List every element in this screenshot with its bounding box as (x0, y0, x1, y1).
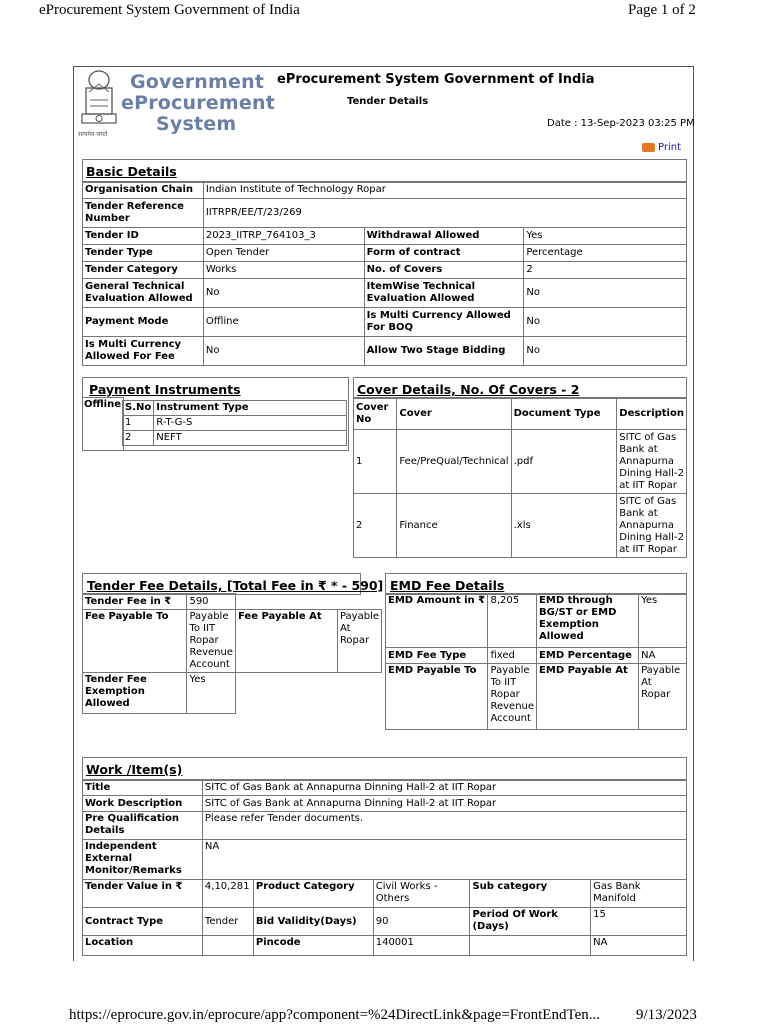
value-contract-type: Tender (202, 908, 253, 936)
label-emd-payable-at: EMD Payable At (537, 664, 639, 730)
col-description: Description (617, 398, 687, 430)
col-cover-no: Cover No (354, 398, 397, 430)
value-independent-monitor: NA (202, 840, 686, 880)
col-instrument-type: Instrument Type (154, 401, 347, 416)
row-instrument: R-T-G-S (154, 416, 347, 431)
value-itemwise-technical-eval: No (524, 279, 687, 308)
payment-instruments-heading: Payment Instruments (89, 382, 241, 397)
value-emd-amount: 8,205 (488, 594, 537, 648)
tender-fee-heading: Tender Fee Details, [Total Fee in ₹ * - 590] (87, 578, 384, 593)
page-subtitle: Tender Details (347, 96, 429, 107)
label-multi-currency-boq: Is Multi Currency Allowed For BOQ (364, 308, 524, 337)
value-last-cell: NA (591, 936, 687, 956)
value-no-of-covers: 2 (524, 262, 687, 279)
value-work-description: SITC of Gas Bank at Annapurna Dinning Hall-2 at IIT Ropar (202, 796, 686, 812)
col-document-type: Document Type (511, 398, 617, 430)
value-organisation-chain: Indian Institute of Technology Ropar (203, 182, 686, 199)
pdf-footer-url[interactable]: https://eprocure.gov.in/eprocure/app?component=%24DirectLink&page=FrontEndTen... (69, 1007, 600, 1023)
cover-name: Finance (397, 494, 511, 558)
label-withdrawal-allowed: Withdrawal Allowed (364, 228, 524, 245)
value-tender-reference: IITRPR/EE/T/23/269 (203, 199, 686, 228)
table-row (354, 430, 687, 494)
table-row (123, 416, 347, 431)
value-emd-payable-at: Payable At Ropar (639, 664, 687, 730)
value-fee-payable-to: Payable To IIT Ropar Revenue Account (187, 610, 236, 673)
pdf-header-title: eProcurement System Government of India (39, 2, 300, 18)
value-tender-fee: 590 (187, 594, 236, 610)
value-payment-mode: Offline (203, 308, 364, 337)
cover-description: SITC of Gas Bank at Annapurna Dining Hall-2 at IIT Ropar (617, 430, 687, 494)
label-tender-id: Tender ID (83, 228, 204, 245)
label-no-of-covers: No. of Covers (364, 262, 524, 279)
cover-doc-type: .xls (511, 494, 617, 558)
row-sno: 1 (123, 416, 154, 431)
label-payment-mode: Payment Mode (83, 308, 204, 337)
logo-text-eprocurement: eProcurement (121, 92, 275, 114)
label-contract-type: Contract Type (83, 908, 203, 936)
value-two-stage-bidding: No (524, 337, 687, 366)
label-period-of-work: Period Of Work (Days) (470, 908, 591, 936)
value-tender-id: 2023_IITRP_764103_3 (203, 228, 364, 245)
work-items-table (82, 779, 687, 956)
label-fee-payable-to: Fee Payable To (83, 610, 187, 673)
cover-no: 2 (354, 494, 397, 558)
label-two-stage-bidding: Allow Two Stage Bidding (364, 337, 524, 366)
value-multi-currency-fee: No (203, 337, 364, 366)
label-general-technical-eval: General Technical Evaluation Allowed (83, 279, 204, 308)
value-product-category: Civil Works - Others (373, 880, 470, 908)
basic-details-table (82, 181, 687, 366)
col-cover: Cover (397, 398, 511, 430)
label-tender-fee: Tender Fee in ₹ (83, 594, 187, 610)
cover-no: 1 (354, 430, 397, 494)
row-sno: 2 (123, 431, 154, 446)
logo-text-system: System (156, 113, 237, 135)
label-organisation-chain: Organisation Chain (83, 182, 204, 199)
label-bid-validity: Bid Validity(Days) (253, 908, 373, 936)
label-tender-category: Tender Category (83, 262, 204, 279)
report-date: Date : 13-Sep-2023 03:25 PM (547, 118, 695, 129)
label-emd-amount: EMD Amount in ₹ (386, 594, 488, 648)
work-items-heading: Work /Item(s) (86, 762, 183, 777)
cover-details-heading: Cover Details, No. Of Covers - 2 (357, 382, 580, 397)
pdf-footer-date: 9/13/2023 (636, 1007, 697, 1023)
value-tender-type: Open Tender (203, 245, 364, 262)
label-itemwise-technical-eval: ItemWise Technical Evaluation Allowed (364, 279, 524, 308)
table-row (354, 494, 687, 558)
value-location (202, 936, 253, 956)
value-multi-currency-boq: No (524, 308, 687, 337)
value-emd-percentage: NA (639, 648, 687, 664)
value-pre-qualification: Please refer Tender documents. (202, 812, 686, 840)
value-emd-fee-type: fixed (488, 648, 537, 664)
label-independent-monitor: Independent External Monitor/Remarks (83, 840, 203, 880)
page-title: eProcurement System Government of India (277, 72, 595, 87)
payment-mode-value: Offline (84, 399, 121, 410)
emd-fee-heading: EMD Fee Details (390, 578, 505, 593)
value-period-of-work: 15 (591, 908, 687, 936)
label-location: Location (83, 936, 203, 956)
value-bid-validity: 90 (373, 908, 470, 936)
value-tender-value: 4,10,281 (202, 880, 253, 908)
table-row (123, 431, 347, 446)
label-product-category: Product Category (253, 880, 373, 908)
label-pincode: Pincode (253, 936, 373, 956)
row-instrument: NEFT (154, 431, 347, 446)
emblem-caption: सत्यमेव जयते (78, 131, 108, 138)
print-label: Print (658, 142, 682, 153)
label-form-of-contract: Form of contract (364, 245, 524, 262)
tender-fee-table (82, 593, 382, 714)
label-tender-fee-exemption: Tender Fee Exemption Allowed (83, 673, 187, 714)
value-general-technical-eval: No (203, 279, 364, 308)
value-withdrawal-allowed: Yes (524, 228, 687, 245)
printer-icon (642, 143, 655, 152)
label-tender-type: Tender Type (83, 245, 204, 262)
label-title: Title (83, 780, 203, 796)
cover-details-table (353, 397, 687, 558)
label-fee-payable-at: Fee Payable At (236, 610, 338, 673)
pdf-page-number: Page 1 of 2 (628, 2, 696, 18)
label-emd-payable-to: EMD Payable To (386, 664, 488, 730)
cover-description: SITC of Gas Bank at Annapurna Dining Hall-2 at IIT Ropar (617, 494, 687, 558)
value-emd-bg-exemption: Yes (639, 594, 687, 648)
national-emblem-icon (77, 68, 121, 138)
cover-name: Fee/PreQual/Technical (397, 430, 511, 494)
value-emd-payable-to: Payable To IIT Ropar Revenue Account (488, 664, 537, 730)
value-form-of-contract: Percentage (524, 245, 687, 262)
value-pincode: 140001 (373, 936, 470, 956)
label-tender-value: Tender Value in ₹ (83, 880, 203, 908)
value-fee-payable-at: Payable At Ropar (337, 610, 381, 673)
payment-instruments-table (122, 400, 347, 446)
cover-doc-type: .pdf (511, 430, 617, 494)
label-sub-category: Sub category (470, 880, 591, 908)
print-button[interactable] (642, 142, 681, 153)
logo-text-government: Government (130, 71, 265, 93)
label-emd-fee-type: EMD Fee Type (386, 648, 488, 664)
value-empty-cell (470, 936, 591, 956)
basic-details-heading: Basic Details (86, 164, 177, 179)
label-pre-qualification: Pre Qualification Details (83, 812, 203, 840)
label-multi-currency-fee: Is Multi Currency Allowed For Fee (83, 337, 204, 366)
label-emd-percentage: EMD Percentage (537, 648, 639, 664)
emd-fee-table (385, 593, 687, 730)
label-tender-reference: Tender Reference Number (83, 199, 204, 228)
value-title: SITC of Gas Bank at Annapurna Dinning Hall-2 at IIT Ropar (202, 780, 686, 796)
value-tender-category: Works (203, 262, 364, 279)
label-work-description: Work Description (83, 796, 203, 812)
col-sno: S.No (123, 401, 154, 416)
label-emd-bg-exemption: EMD through BG/ST or EMD Exemption Allowed (537, 594, 639, 648)
value-sub-category: Gas Bank Manifold (591, 880, 687, 908)
value-tender-fee-exemption: Yes (187, 673, 236, 714)
